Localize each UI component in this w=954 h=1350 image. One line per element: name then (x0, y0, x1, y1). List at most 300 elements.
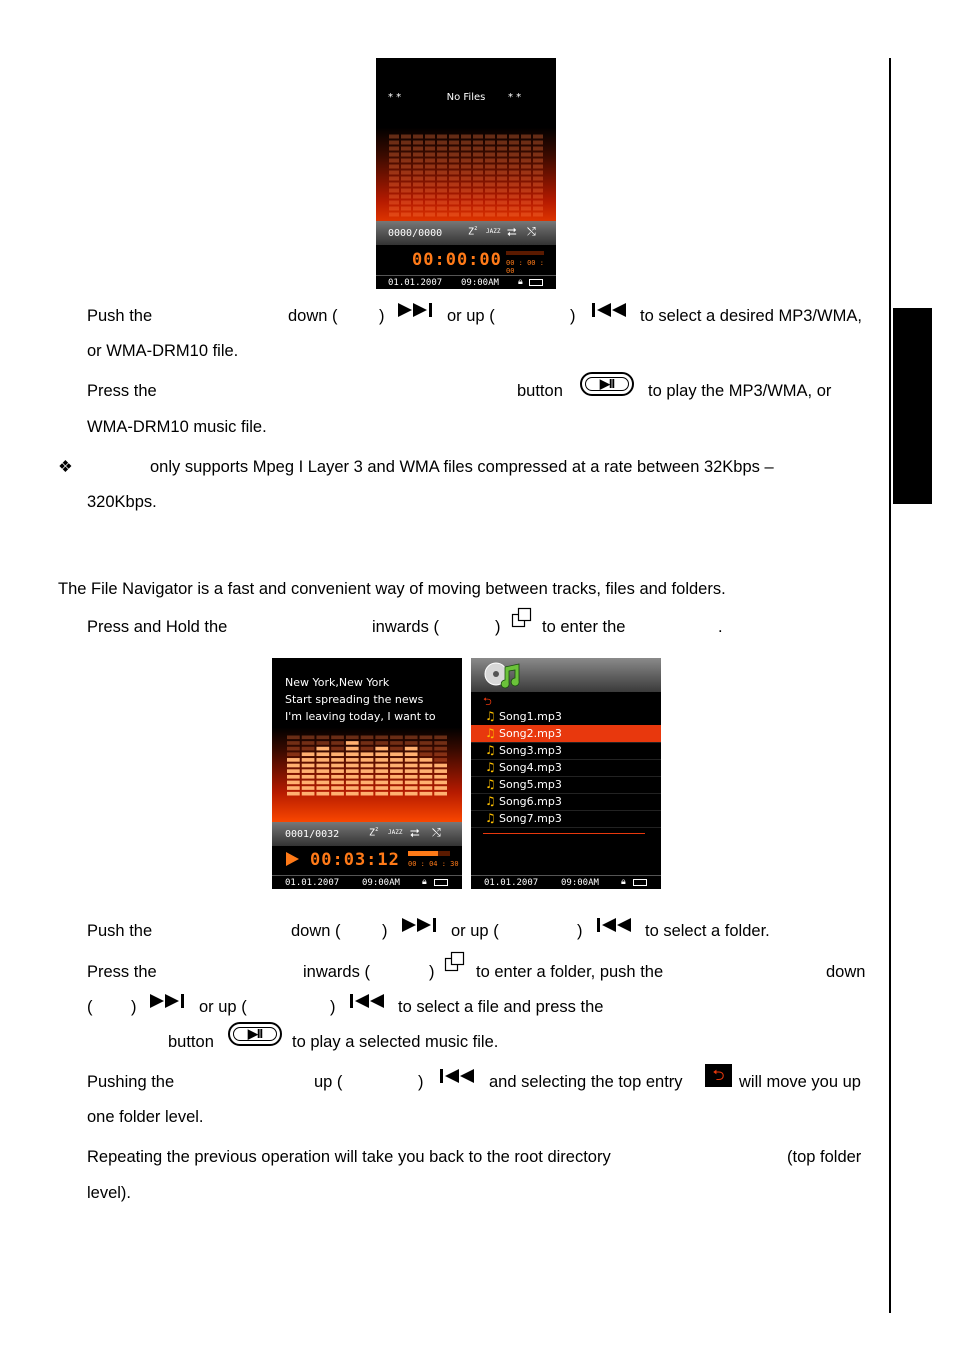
eq-cell (331, 792, 344, 796)
eq-cell (361, 769, 374, 773)
p1-down: down ( (288, 307, 338, 325)
eq-cell (346, 736, 359, 740)
eq-cell (449, 213, 459, 217)
enter-square-icon (444, 951, 466, 973)
list-divider (483, 833, 645, 834)
eq-cell (533, 183, 543, 187)
list-item[interactable] (471, 793, 661, 811)
eq-cell (361, 764, 374, 768)
eq-cell (346, 747, 359, 751)
eq-cell (316, 781, 329, 785)
eq-cell (287, 752, 300, 756)
eq-cell (437, 177, 447, 181)
clock: 09:00AM (461, 278, 499, 288)
eq-cell (316, 792, 329, 796)
eq-cell (331, 786, 344, 790)
eq-cell (361, 781, 374, 785)
p2-button: button (517, 382, 563, 400)
eq-cell (425, 135, 435, 139)
note-text: only supports Mpeg I Layer 3 and WMA files compressed at a rate between 32Kbps – (150, 458, 774, 476)
note-line2: 320Kbps. (87, 493, 157, 511)
eq-cell (485, 165, 495, 169)
eq-cell (533, 141, 543, 145)
p1-close1: ) (379, 307, 385, 325)
eq-cell (473, 165, 483, 169)
eq-cell (361, 758, 374, 762)
eq-cell (346, 775, 359, 779)
eq-cell (434, 752, 447, 756)
eq-cell (375, 764, 388, 768)
eq-cell (509, 153, 519, 157)
p3-press-hold: Press and Hold the (87, 618, 228, 636)
eq-cell (485, 171, 495, 175)
p5-down: down (826, 963, 866, 981)
eq-cell (434, 786, 447, 790)
eq-cell (375, 786, 388, 790)
eq-cell (316, 775, 329, 779)
eq-cell (401, 183, 411, 187)
skip-forward-icon (149, 993, 187, 1009)
eq-cell (509, 159, 519, 163)
eq-cell (449, 207, 459, 211)
eq-cell (361, 786, 374, 790)
song-name: Song3.mp3 (499, 744, 562, 757)
p6-pushing-the: Pushing the (87, 1073, 175, 1091)
eq-cell (425, 159, 435, 163)
eq-cell (401, 207, 411, 211)
eq-cell (389, 177, 399, 181)
eq-cell (375, 752, 388, 756)
eq-cell (302, 769, 315, 773)
eq-cell (405, 781, 418, 785)
eq-cell (521, 135, 531, 139)
eq-cell (437, 135, 447, 139)
p4-to-select: to select a folder. (645, 922, 770, 940)
eq-cell (346, 752, 359, 756)
eq-cell (533, 135, 543, 139)
track-counter: 0001/0032 (285, 829, 340, 840)
status-bar (376, 221, 556, 245)
eq-cell (331, 752, 344, 756)
eq-cell (401, 195, 411, 199)
eq-cell (287, 775, 300, 779)
eq-cell (331, 769, 344, 773)
eq-cell (413, 165, 423, 169)
repeat-icon: ⮂ (507, 225, 517, 239)
eq-cell (485, 189, 495, 193)
eq-cell (287, 736, 300, 740)
p4-push-the: Push the (87, 922, 153, 940)
eq-cell (375, 792, 388, 796)
eq-cell (401, 135, 411, 139)
eq-cell (497, 153, 507, 157)
eq-cell (405, 775, 418, 779)
p2-press-the: Press the (87, 382, 157, 400)
eq-cell (425, 183, 435, 187)
eq-cell (437, 171, 447, 175)
eq-cell (461, 141, 471, 145)
eq-cell (413, 207, 423, 211)
margin-rule (889, 58, 891, 1313)
eq-cell (389, 147, 399, 151)
time-panel (376, 245, 556, 275)
lock-icon: 🔒︎ (621, 877, 626, 887)
eq-cell (461, 153, 471, 157)
eq-cell (533, 159, 543, 163)
eq-cell (413, 189, 423, 193)
eq-cell (390, 752, 403, 756)
eq-cell (509, 201, 519, 205)
eq-cell (389, 201, 399, 205)
eq-cell (509, 213, 519, 217)
lyric-line-3: I'm leaving today, I want to (285, 710, 436, 723)
eq-cell (461, 177, 471, 181)
eq-cell (302, 792, 315, 796)
section-tab (893, 308, 932, 504)
eq-cell (375, 758, 388, 762)
eq-cell (521, 147, 531, 151)
equalizer-bars (286, 735, 448, 797)
eq-cell (316, 741, 329, 745)
eq-cell (449, 177, 459, 181)
eq-cell (461, 159, 471, 163)
p1-line2: or WMA-DRM10 file. (87, 342, 239, 360)
eq-cell (401, 171, 411, 175)
eq-cell (420, 736, 433, 740)
eq-cell (434, 781, 447, 785)
eq-cell (449, 135, 459, 139)
eq-cell (331, 758, 344, 762)
eq-cell (425, 195, 435, 199)
enter-square-icon (511, 607, 533, 629)
eq-cell (434, 741, 447, 745)
skip-forward-icon (401, 917, 439, 933)
status-bar (272, 822, 462, 846)
eq-cell (461, 201, 471, 205)
eq-cell (509, 183, 519, 187)
list-item[interactable] (471, 708, 661, 726)
eq-cell (461, 207, 471, 211)
eq-cell (461, 135, 471, 139)
eq-cell (389, 165, 399, 169)
p3-close: ) (495, 618, 501, 636)
file-navigator-screen (471, 658, 661, 889)
eq-cell (497, 207, 507, 211)
play-pause-button-icon: ▶II (580, 372, 634, 396)
battery-icon (529, 279, 543, 286)
skip-back-icon (438, 1068, 476, 1084)
eq-cell (497, 183, 507, 187)
eq-cell (473, 147, 483, 151)
eq-cell (302, 775, 315, 779)
progress-bar (506, 251, 544, 255)
list-item[interactable] (471, 759, 661, 777)
eq-cell (302, 752, 315, 756)
folder-up-entry-icon[interactable]: ⮌ (483, 695, 492, 708)
list-item[interactable] (471, 810, 661, 828)
eq-cell (287, 769, 300, 773)
eq-cell (449, 189, 459, 193)
eq-cell (497, 159, 507, 163)
eq-cell (413, 135, 423, 139)
eq-cell (346, 741, 359, 745)
eq-cell (316, 736, 329, 740)
skip-forward-icon (397, 302, 435, 318)
eq-cell (485, 159, 495, 163)
elapsed-time: 00:03:12 (310, 850, 400, 870)
eq-cell (413, 177, 423, 181)
eq-cell (437, 165, 447, 169)
stars-right: * * (508, 92, 522, 103)
skip-back-icon (348, 993, 386, 1009)
eq-cell (425, 201, 435, 205)
intro-text: The File Navigator is a fast and convenient way of moving between tracks, files and folders. (58, 580, 726, 598)
shuffle-icon: ⤭ (432, 826, 441, 839)
p5-or-up: or up ( (199, 998, 247, 1016)
eq-cell (390, 775, 403, 779)
eq-cell (509, 207, 519, 211)
eq-cell (437, 195, 447, 199)
eq-cell (533, 195, 543, 199)
eq-cell (521, 159, 531, 163)
list-item[interactable] (471, 725, 661, 743)
eq-cell (413, 213, 423, 217)
eq-cell (437, 141, 447, 145)
eq-cell (497, 177, 507, 181)
lyric-line-2: Start spreading the news (285, 693, 424, 706)
p3-inwards: inwards ( (372, 618, 439, 636)
eq-cell (434, 775, 447, 779)
folder-up-icon: ⮌ (705, 1064, 732, 1087)
sleep-label: Z (369, 827, 376, 839)
eq-cell (425, 153, 435, 157)
eq-cell (449, 147, 459, 151)
list-item[interactable] (471, 742, 661, 760)
eq-cell (449, 141, 459, 145)
eq-cell (420, 769, 433, 773)
music-note-icon: ♫ (485, 811, 496, 825)
eq-cell (533, 147, 543, 151)
equalizer-bars (388, 134, 544, 218)
eq-cell (521, 141, 531, 145)
music-note-icon: ♫ (485, 760, 496, 774)
eq-cell (390, 764, 403, 768)
eq-cell (425, 165, 435, 169)
eq-cell (461, 171, 471, 175)
eq-cell (346, 792, 359, 796)
eq-cell (485, 195, 495, 199)
eq-cell (420, 764, 433, 768)
eq-cell (509, 171, 519, 175)
lock-icon: 🔒︎ (422, 877, 427, 887)
p7-line2: level). (87, 1184, 132, 1202)
eq-cell (401, 153, 411, 157)
p5-open2: ( (87, 998, 93, 1016)
p4-or-up: or up ( (451, 922, 499, 940)
p4-down: down ( (291, 922, 341, 940)
p5-to-enter: to enter a folder, push the (476, 963, 664, 981)
eq-cell (361, 775, 374, 779)
eq-cell (521, 183, 531, 187)
eq-cell (473, 159, 483, 163)
eq-cell (405, 752, 418, 756)
eq-cell (425, 141, 435, 145)
p6-line2: one folder level. (87, 1108, 204, 1126)
eq-cell (533, 171, 543, 175)
eq-cell (413, 159, 423, 163)
player-screen-no-files (376, 58, 556, 289)
eq-cell (389, 171, 399, 175)
eq-cell (389, 195, 399, 199)
eq-cell (316, 758, 329, 762)
eq-cell (316, 786, 329, 790)
eq-cell (316, 747, 329, 751)
eq-cell (473, 213, 483, 217)
eq-cell (420, 781, 433, 785)
eq-cell (287, 792, 300, 796)
eq-cell (449, 165, 459, 169)
eq-cell (375, 747, 388, 751)
eq-cell (413, 195, 423, 199)
eq-cell (533, 165, 543, 169)
eq-cell (420, 792, 433, 796)
eq-cell (361, 736, 374, 740)
eq-cell (331, 741, 344, 745)
eq-cell (361, 792, 374, 796)
date: 01.01.2007 (285, 878, 340, 888)
music-note-icon: ♫ (485, 726, 496, 740)
eq-cell (302, 764, 315, 768)
sleep-label: Z (468, 226, 475, 238)
eq-cell (389, 135, 399, 139)
eq-cell (473, 171, 483, 175)
date-bar (471, 875, 661, 889)
p5-button: button (168, 1033, 214, 1051)
eq-cell (331, 736, 344, 740)
eq-cell (449, 159, 459, 163)
shuffle-icon: ⤭ (527, 225, 536, 238)
eq-cell (461, 165, 471, 169)
eq-cell (461, 195, 471, 199)
p6-up: up ( (314, 1073, 343, 1091)
date: 01.01.2007 (388, 278, 443, 288)
eq-cell (461, 147, 471, 151)
eq-cell (413, 141, 423, 145)
eq-cell (316, 752, 329, 756)
eq-cell (437, 201, 447, 205)
eq-cell (405, 792, 418, 796)
eq-cell (401, 177, 411, 181)
eq-cell (521, 189, 531, 193)
sleep-icon: $Z^z$ (468, 225, 478, 238)
eq-cell (316, 764, 329, 768)
eq-cell (437, 147, 447, 151)
eq-cell (401, 201, 411, 205)
eq-cell (420, 758, 433, 762)
eq-mode: JAZZ (486, 228, 501, 235)
sleep-icon: $Z^z$ (369, 826, 379, 839)
note-bullet-icon: ❖ (58, 458, 73, 476)
p2-to-play: to play the MP3/WMA, or (648, 382, 832, 400)
p7-line1-end: (top folder (787, 1148, 862, 1166)
eq-cell (413, 153, 423, 157)
time-panel (272, 846, 462, 875)
eq-cell (331, 764, 344, 768)
p5-close3: ) (330, 998, 336, 1016)
track-counter: 0000/0000 (388, 228, 443, 239)
eq-cell (287, 741, 300, 745)
eq-cell (420, 741, 433, 745)
eq-cell (509, 177, 519, 181)
eq-cell (390, 741, 403, 745)
p6-close: ) (418, 1073, 424, 1091)
eq-cell (485, 207, 495, 211)
eq-cell (346, 781, 359, 785)
eq-cell (405, 741, 418, 745)
eq-mode: JAZZ (388, 829, 403, 836)
eq-cell (521, 165, 531, 169)
eq-cell (302, 781, 315, 785)
skip-back-icon (595, 917, 633, 933)
eq-cell (390, 758, 403, 762)
eq-cell (405, 758, 418, 762)
eq-cell (485, 141, 495, 145)
lock-icon: 🔒︎ (518, 277, 523, 287)
eq-cell (434, 758, 447, 762)
eq-cell (401, 189, 411, 193)
eq-cell (346, 764, 359, 768)
eq-cell (405, 769, 418, 773)
eq-cell (521, 153, 531, 157)
eq-cell (287, 764, 300, 768)
eq-cell (485, 213, 495, 217)
eq-cell (331, 775, 344, 779)
eq-cell (473, 153, 483, 157)
total-time: 00 : 00 : 00 (506, 259, 544, 275)
eq-cell (533, 213, 543, 217)
eq-cell (405, 747, 418, 751)
skip-back-icon (590, 302, 628, 318)
eq-cell (473, 183, 483, 187)
eq-cell (287, 747, 300, 751)
eq-cell (420, 752, 433, 756)
eq-cell (425, 147, 435, 151)
eq-cell (449, 171, 459, 175)
eq-cell (389, 153, 399, 157)
battery-icon (434, 879, 448, 886)
eq-cell (485, 153, 495, 157)
eq-cell (413, 171, 423, 175)
eq-cell (316, 769, 329, 773)
eq-cell (437, 153, 447, 157)
eq-cell (473, 201, 483, 205)
eq-cell (401, 141, 411, 145)
eq-cell (390, 786, 403, 790)
eq-cell (485, 201, 495, 205)
eq-cell (361, 741, 374, 745)
eq-cell (533, 177, 543, 181)
music-note-icon: ♫ (485, 777, 496, 791)
eq-cell (521, 177, 531, 181)
eq-cell (449, 183, 459, 187)
eq-cell (413, 183, 423, 187)
p1-push-the: Push the (87, 307, 153, 325)
eq-cell (533, 201, 543, 205)
list-item[interactable] (471, 776, 661, 794)
eq-cell (375, 741, 388, 745)
eq-cell (425, 189, 435, 193)
eq-cell (390, 781, 403, 785)
